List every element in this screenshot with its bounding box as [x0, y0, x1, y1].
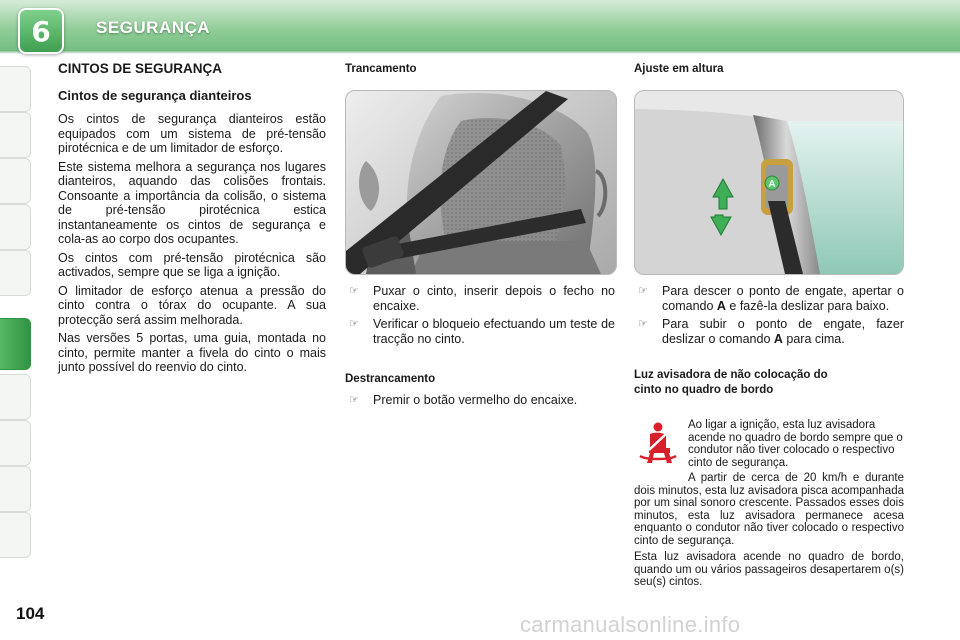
locking-steps: [345, 284, 615, 411]
paragraph: Os cintos de segurança dianteiros estão equipados com um sistema de pré-tensão pirotécnica e de um limitador de esforço.: [58, 112, 326, 155]
paragraph: Esta luz avisadora acende no quadro de bordo, quando um ou vários passageiros desapertarem o(s) seu(s) cintos.: [634, 551, 904, 588]
pillar-illustration: [635, 91, 903, 274]
paragraph: A partir de cerca de 20 km/h e durante dois minutos, esta luz avisadora pisca acompanhada por um sinal sonoro crescente. Passados esses dois minutos, esta luz avisadora permanece acesa enquanto o condutor não tiver colocado o respectivo cinto de segurança.: [634, 472, 904, 547]
locking-heading: Trancamento: [345, 63, 417, 75]
side-tab-1[interactable]: [0, 66, 31, 112]
paragraph: Nas versões 5 portas, uma guia, montada no cinto, permite manter a fivela do cinto o mais junto possível do reenvio do cinto.: [58, 331, 326, 374]
seatbelt-warning-icon: [636, 420, 680, 464]
list-item: ☞ Puxar o cinto, inserir depois o fecho no encaixe.: [345, 284, 615, 313]
pointing-hand-icon: ☞: [638, 317, 648, 330]
height-adjust-steps: [634, 284, 904, 409]
side-tab-2[interactable]: [0, 112, 31, 158]
section-subtitle: Cintos de segurança dianteiros: [58, 87, 252, 103]
middle-column: [345, 62, 615, 77]
side-tab-8[interactable]: [0, 420, 31, 466]
warning-light-heading: Luz avisadora de não colocação do: [634, 369, 828, 381]
side-tab-3[interactable]: [0, 158, 31, 204]
chapter-number: 6: [31, 14, 51, 48]
seat-illustration: [346, 91, 616, 274]
right-column: [634, 62, 904, 77]
watermark: carmanualsonline.info: [520, 612, 741, 637]
list-item: ☞ Para subir o ponto de engate, fazer deslizar o comando A para cima.: [634, 317, 904, 346]
side-tab-7[interactable]: [0, 374, 31, 420]
height-adjust-heading: Ajuste em altura: [634, 63, 724, 75]
pointing-hand-icon: ☞: [349, 284, 359, 297]
paragraph: Este sistema melhora a segurança nos lugares dianteiros, aquando das colisões frontais. Consoante a importância da colisão, o sistema de pré-tensão pirotécnica estica instantaneamente os cintos de segurança e cola-as ao corpo dos ocupantes.: [58, 159, 326, 246]
page-number: 104: [16, 604, 45, 623]
list-item: ☞ Premir o botão vermelho do encaixe.: [345, 393, 615, 408]
list-item: ☞ Verificar o bloqueio efectuando um teste de tracção no cinto.: [345, 317, 615, 346]
pointing-hand-icon: ☞: [349, 317, 359, 330]
paragraph: Ao ligar a ignição, esta luz avisadora acende no quadro de bordo sempre que o condutor não tiver colocado o respectivo cinto de segurança.: [688, 419, 903, 469]
control-a-label: A: [768, 179, 776, 190]
warning-paragraphs: [634, 472, 904, 593]
warning-light-heading-2: cinto no quadro de bordo: [634, 383, 774, 396]
pointing-hand-icon: ☞: [638, 284, 648, 297]
chapter-badge: [18, 8, 64, 54]
height-adjust-photo: [634, 90, 904, 275]
paragraph: Os cintos com pré-tensão pirotécnica são activados, sempre que se liga a ignição.: [58, 250, 326, 279]
unlocking-heading: Destrancamento: [345, 373, 436, 385]
seatbelt-buckle-photo: [345, 90, 617, 275]
chapter-title: SEGURANÇA: [96, 18, 211, 37]
chapter-side-tabs: [0, 62, 32, 580]
side-tab-9[interactable]: [0, 466, 31, 512]
list-item: ☞ Para descer o ponto de engate, apertar o comando A e fazê-la deslizar para baixo.: [634, 284, 904, 313]
side-tab-4[interactable]: [0, 204, 31, 250]
side-tab-6-active[interactable]: [0, 318, 31, 370]
warning-text-block: [688, 419, 904, 473]
pointing-hand-icon: ☞: [349, 392, 359, 406]
side-tab-5[interactable]: [0, 250, 31, 296]
section-title: CINTOS DE SEGURANÇA: [58, 61, 223, 76]
left-column: [58, 62, 326, 379]
side-tab-10[interactable]: [0, 512, 31, 558]
header-shadow: [0, 50, 960, 54]
paragraph: O limitador de esforço atenua a pressão do cinto contra o tórax do ocupante. A sua protecção será assim melhorada.: [58, 283, 326, 327]
